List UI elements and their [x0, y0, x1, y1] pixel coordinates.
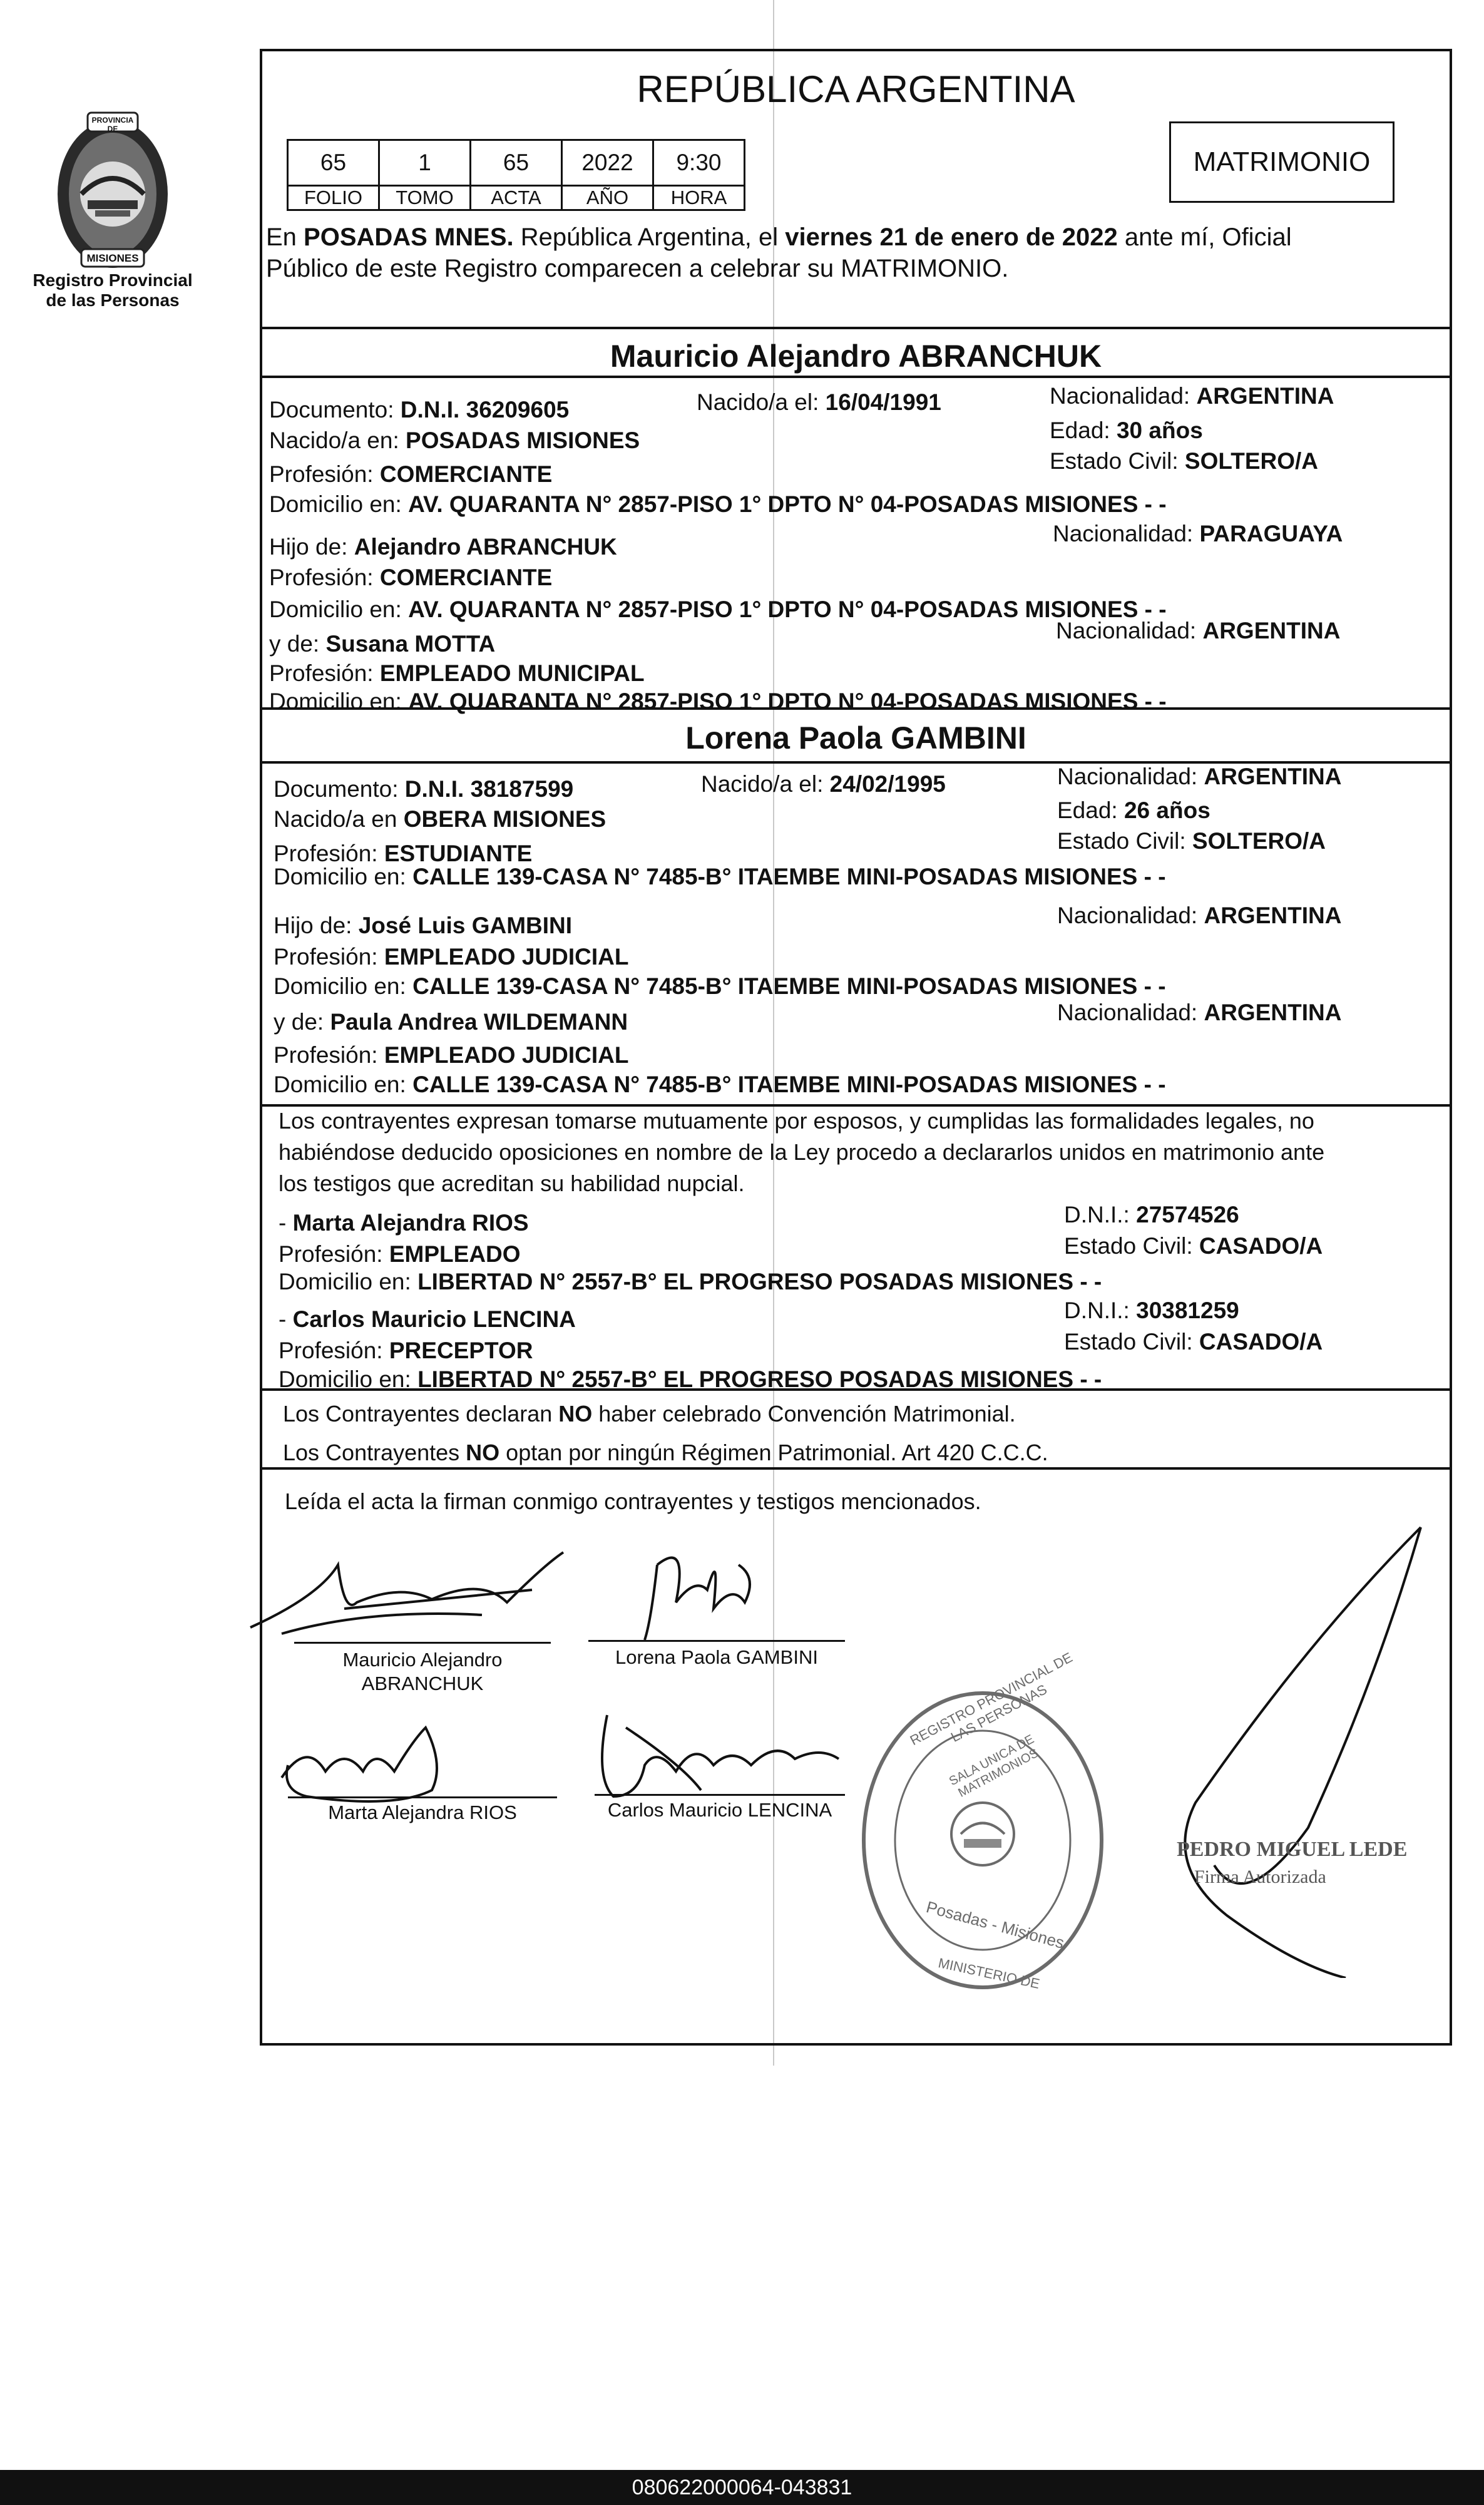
spouse1-father-address [269, 597, 1167, 623]
intro-date: viernes 21 de enero de 2022 [785, 223, 1118, 251]
signature-marta [269, 1703, 482, 1815]
misiones-logo [38, 100, 188, 275]
field-value: 27574526 [1136, 1202, 1239, 1227]
spouse2-document [274, 776, 573, 803]
field-value: COMERCIANTE [379, 461, 553, 487]
declaration-line1: Los contrayentes expresan tomarse mutuamente por esposos, y cumplidas las formalidades legales, no [279, 1108, 1314, 1134]
field-label: Domicilio en: [269, 597, 409, 622]
field-label: D.N.I.: [1064, 1202, 1137, 1227]
convention-statement [283, 1401, 1016, 1427]
signature-carlos [588, 1690, 864, 1815]
divider [260, 1104, 1452, 1107]
field-value: OBERA MISIONES [403, 806, 606, 832]
statement-text: optan por ningún Régimen Patrimonial. Art 420 C.C.C. [499, 1440, 1048, 1465]
spouse2-civil-status [1057, 828, 1326, 855]
signature-line [588, 1640, 845, 1642]
field-value: ESTUDIANTE [384, 841, 533, 866]
field-label: y de: [274, 1009, 330, 1035]
spouse1-mother-nationality [1056, 618, 1340, 645]
stamp-ministry-text: MINISTERIO DE [936, 1955, 1041, 1992]
spouse2-father-address [274, 973, 1166, 1000]
field-value: LIBERTAD N° 2557-B° EL PROGRESO POSADAS MISIONES - - [417, 1366, 1102, 1392]
signature-mauricio [244, 1540, 570, 1646]
intro-text: En [266, 223, 304, 251]
tomo-label: TOMO [379, 186, 471, 210]
field-label: D.N.I.: [1064, 1298, 1137, 1323]
field-label: Hijo de: [269, 534, 354, 560]
field-value: EMPLEADO [389, 1241, 521, 1267]
field-value: José Luis GAMBINI [358, 913, 573, 938]
spouse1-nationality [1050, 383, 1334, 410]
spouse2-mother-profession [274, 1042, 628, 1069]
field-value: ARGENTINA [1204, 764, 1342, 789]
intro-place: POSADAS MNES. [304, 223, 514, 251]
field-label: - [279, 1210, 293, 1236]
spouse2-father-profession [274, 944, 628, 971]
field-value: CASADO/A [1199, 1329, 1323, 1355]
field-value: LIBERTAD N° 2557-B° EL PROGRESO POSADAS MISIONES - - [417, 1269, 1102, 1294]
officer-name: PEDRO MIGUEL LEDE [1177, 1838, 1408, 1861]
witness2-civil-status [1064, 1329, 1323, 1356]
witness1-civil-status [1064, 1233, 1323, 1260]
logo-seal-bottom-text: MISIONES [86, 252, 139, 264]
divider [260, 376, 1452, 378]
statement-emphasis: NO [466, 1440, 500, 1465]
field-value: ARGENTINA [1202, 618, 1341, 643]
spouse2-mother [274, 1009, 628, 1036]
statement-text: Los Contrayentes [283, 1440, 466, 1465]
logo-caption-line2: de las Personas [46, 290, 180, 310]
field-value: SOLTERO/A [1184, 448, 1319, 474]
spouse1-mother-profession [269, 660, 645, 687]
spouse1-document [269, 397, 569, 424]
statement-text: haber celebrado Convención Matrimonial. [592, 1401, 1016, 1427]
field-value: 16/04/1991 [825, 389, 941, 415]
spouse2-father-nationality [1057, 903, 1341, 930]
field-value: ARGENTINA [1204, 903, 1342, 928]
regime-statement [283, 1440, 1048, 1465]
anio-label: AÑO [562, 186, 653, 210]
field-label: Nacionalidad: [1057, 764, 1204, 789]
field-label: Estado Civil: [1057, 828, 1192, 854]
field-value: EMPLEADO MUNICIPAL [379, 660, 645, 686]
signature-caption-mauricio-line1: Mauricio Alejandro [342, 1649, 503, 1671]
field-value: Marta Alejandra RIOS [292, 1210, 529, 1236]
folio-value: 65 [288, 140, 379, 186]
officer-role: Firma Autorizada [1194, 1867, 1326, 1887]
signature-lorena [620, 1527, 782, 1646]
declaration-line3: los testigos que acreditan su habilidad nupcial. [279, 1171, 745, 1196]
signature-caption-mauricio-line2: ABRANCHUK [361, 1673, 484, 1694]
intro-text: República Argentina, el [513, 223, 785, 251]
hora-value: 9:30 [653, 140, 745, 186]
field-value: PRECEPTOR [389, 1338, 533, 1363]
page-title: REPÚBLICA ARGENTINA [637, 68, 1075, 110]
registry-table [287, 139, 745, 211]
field-value: POSADAS MISIONES [406, 428, 640, 453]
field-value: ARGENTINA [1204, 1000, 1342, 1025]
acta-value: 65 [471, 140, 562, 186]
stamp-bottom-text: Posadas - Misiones [924, 1897, 1067, 1952]
witness2-name [279, 1306, 576, 1333]
field-value: CALLE 139-CASA N° 7485-B° ITAEMBE MINI-POSADAS MISIONES - - [412, 1072, 1166, 1097]
field-value: Alejandro ABRANCHUK [354, 534, 617, 560]
field-label: Domicilio en: [279, 1269, 418, 1294]
signature-caption-carlos: Carlos Mauricio LENCINA [607, 1799, 832, 1821]
field-label: Estado Civil: [1064, 1329, 1199, 1355]
field-value: EMPLEADO JUDICIAL [384, 944, 629, 970]
field-value: CASADO/A [1199, 1233, 1323, 1259]
field-label: Hijo de: [274, 913, 359, 938]
signature-line [294, 1642, 551, 1644]
spouse1-father-profession [269, 565, 552, 592]
field-value: CALLE 139-CASA N° 7485-B° ITAEMBE MINI-POSADAS MISIONES - - [412, 864, 1166, 889]
folio-label: FOLIO [288, 186, 379, 210]
field-label: Nacido/a el: [697, 389, 826, 415]
field-value: AV. QUARANTA N° 2857-PISO 1° DPTO N° 04-POSADAS MISIONES - - [408, 491, 1167, 517]
field-value: D.N.I. 36209605 [400, 397, 570, 423]
intro-line1 [266, 223, 1292, 252]
field-value: SOLTERO/A [1192, 828, 1326, 854]
signature-caption-marta: Marta Alejandra RIOS [328, 1801, 517, 1823]
witness2-profession [279, 1338, 533, 1365]
spouse1-father [269, 534, 617, 561]
field-label: Profesión: [269, 565, 380, 590]
field-label: Documento: [274, 776, 405, 802]
witness2-address [279, 1366, 1102, 1393]
field-value: PARAGUAYA [1199, 521, 1343, 546]
field-label: Nacionalidad: [1057, 903, 1204, 928]
field-value: CALLE 139-CASA N° 7485-B° ITAEMBE MINI-POSADAS MISIONES - - [412, 973, 1166, 999]
field-value: EMPLEADO JUDICIAL [384, 1042, 629, 1068]
document-type-box: MATRIMONIO [1169, 121, 1394, 203]
stamp-inner-text: SALA UNICA DE MATRIMONIOS [946, 1732, 1041, 1800]
field-label: y de: [269, 631, 326, 657]
spouse2-age [1057, 797, 1210, 824]
signature-line [288, 1796, 557, 1798]
spouse1-mother-address [269, 689, 1167, 715]
field-label: Profesión: [269, 461, 380, 487]
field-value: Carlos Mauricio LENCINA [292, 1306, 576, 1332]
field-label: Domicilio en: [269, 689, 409, 714]
tomo-value: 1 [379, 140, 471, 186]
witness1-dni [1064, 1202, 1239, 1229]
spouse1-name: Mauricio Alejandro ABRANCHUK [610, 339, 1102, 374]
field-label: Nacionalidad: [1057, 1000, 1204, 1025]
field-value: AV. QUARANTA N° 2857-PISO 1° DPTO N° 04-POSADAS MISIONES - - [408, 689, 1167, 714]
logo-caption-line1: Registro Provincial [33, 270, 193, 290]
witness1-address [279, 1269, 1102, 1296]
field-label: Domicilio en: [274, 973, 413, 999]
spouse2-mother-address [274, 1072, 1166, 1099]
field-value: D.N.I. 38187599 [404, 776, 574, 802]
spouse2-nationality [1057, 764, 1341, 791]
field-label: Profesión: [279, 1241, 389, 1267]
field-label: Nacionalidad: [1053, 521, 1200, 546]
spouse2-father [274, 913, 572, 940]
declaration-line2: habiéndose deducido oposiciones en nombre de la Ley procedo a declararlos unidos en matrimonio ante [279, 1139, 1325, 1165]
stamp-outer-text: REGISTRO PROVINCIAL DE LAS PERSONAS [907, 1649, 1075, 1749]
spouse2-address [274, 864, 1166, 891]
witness2-dni [1064, 1298, 1239, 1324]
spouse1-birthdate [697, 389, 941, 416]
field-label: Documento: [269, 397, 401, 423]
field-value: 24/02/1995 [829, 771, 946, 797]
spouse2-mother-nationality [1057, 1000, 1341, 1027]
spouse1-father-nationality [1053, 521, 1343, 548]
field-label: Profesión: [269, 660, 380, 686]
divider [260, 327, 1452, 329]
field-value: 30381259 [1136, 1298, 1239, 1323]
field-label: Domicilio en: [274, 864, 413, 889]
field-label: Nacido/a en: [269, 428, 406, 453]
spouse2-birthdate [701, 771, 946, 798]
intro-text: ante mí, Oficial [1117, 223, 1292, 251]
hora-label: HORA [653, 186, 745, 210]
signature-caption-lorena: Lorena Paola GAMBINI [615, 1646, 818, 1668]
field-label: Nacido/a en [274, 806, 404, 832]
intro-line2: Público de este Registro comparecen a celebrar su MATRIMONIO. [266, 255, 1009, 282]
spouse2-name: Lorena Paola GAMBINI [685, 720, 1026, 756]
field-value: AV. QUARANTA N° 2857-PISO 1° DPTO N° 04-POSADAS MISIONES - - [408, 597, 1167, 622]
field-label: Estado Civil: [1050, 448, 1185, 474]
field-label: Domicilio en: [274, 1072, 413, 1097]
statement-emphasis: NO [558, 1401, 593, 1427]
field-label: Profesión: [279, 1338, 389, 1363]
field-label: Domicilio en: [269, 491, 409, 517]
spouse1-civil-status [1050, 448, 1318, 475]
spouse2-birthplace [274, 806, 606, 833]
document-code-bar [0, 2470, 1484, 2505]
statement-text: Los Contrayentes declaran [283, 1401, 559, 1427]
spouse1-address [269, 491, 1167, 518]
field-label: Nacido/a el: [701, 771, 830, 797]
spouse1-birthplace [269, 428, 640, 454]
field-value: Susana MOTTA [325, 631, 496, 657]
field-label: Edad: [1050, 418, 1117, 443]
field-label: - [279, 1306, 293, 1332]
spouse1-profession [269, 461, 552, 488]
field-value: Paula Andrea WILDEMANN [330, 1009, 628, 1035]
field-label: Profesión: [274, 841, 384, 866]
field-label: Profesión: [274, 944, 384, 970]
field-label: Estado Civil: [1064, 1233, 1199, 1259]
field-value: COMERCIANTE [379, 565, 553, 590]
divider [260, 1467, 1452, 1470]
field-label: Profesión: [274, 1042, 384, 1068]
field-label: Domicilio en: [279, 1366, 418, 1392]
field-value: 30 años [1116, 418, 1203, 443]
field-label: Nacionalidad: [1050, 383, 1197, 409]
signature-line [595, 1794, 845, 1796]
field-value: ARGENTINA [1196, 383, 1334, 409]
acta-label: ACTA [471, 186, 562, 210]
spouse1-age [1050, 418, 1203, 444]
witness1-name [279, 1210, 529, 1237]
document-code: 080622000064-043831 [632, 2475, 852, 2499]
logo-seal-top-text: PROVINCIA DE [91, 116, 134, 133]
field-label: Nacionalidad: [1056, 618, 1203, 643]
signature-officer [1152, 1515, 1440, 1978]
anio-value: 2022 [562, 140, 653, 186]
spouse1-mother [269, 631, 495, 658]
field-label: Edad: [1057, 797, 1124, 823]
witness1-profession [279, 1241, 521, 1268]
signature-intro: Leída el acta la firman conmigo contrayentes y testigos mencionados. [285, 1488, 981, 1514]
field-value: 26 años [1123, 797, 1210, 823]
